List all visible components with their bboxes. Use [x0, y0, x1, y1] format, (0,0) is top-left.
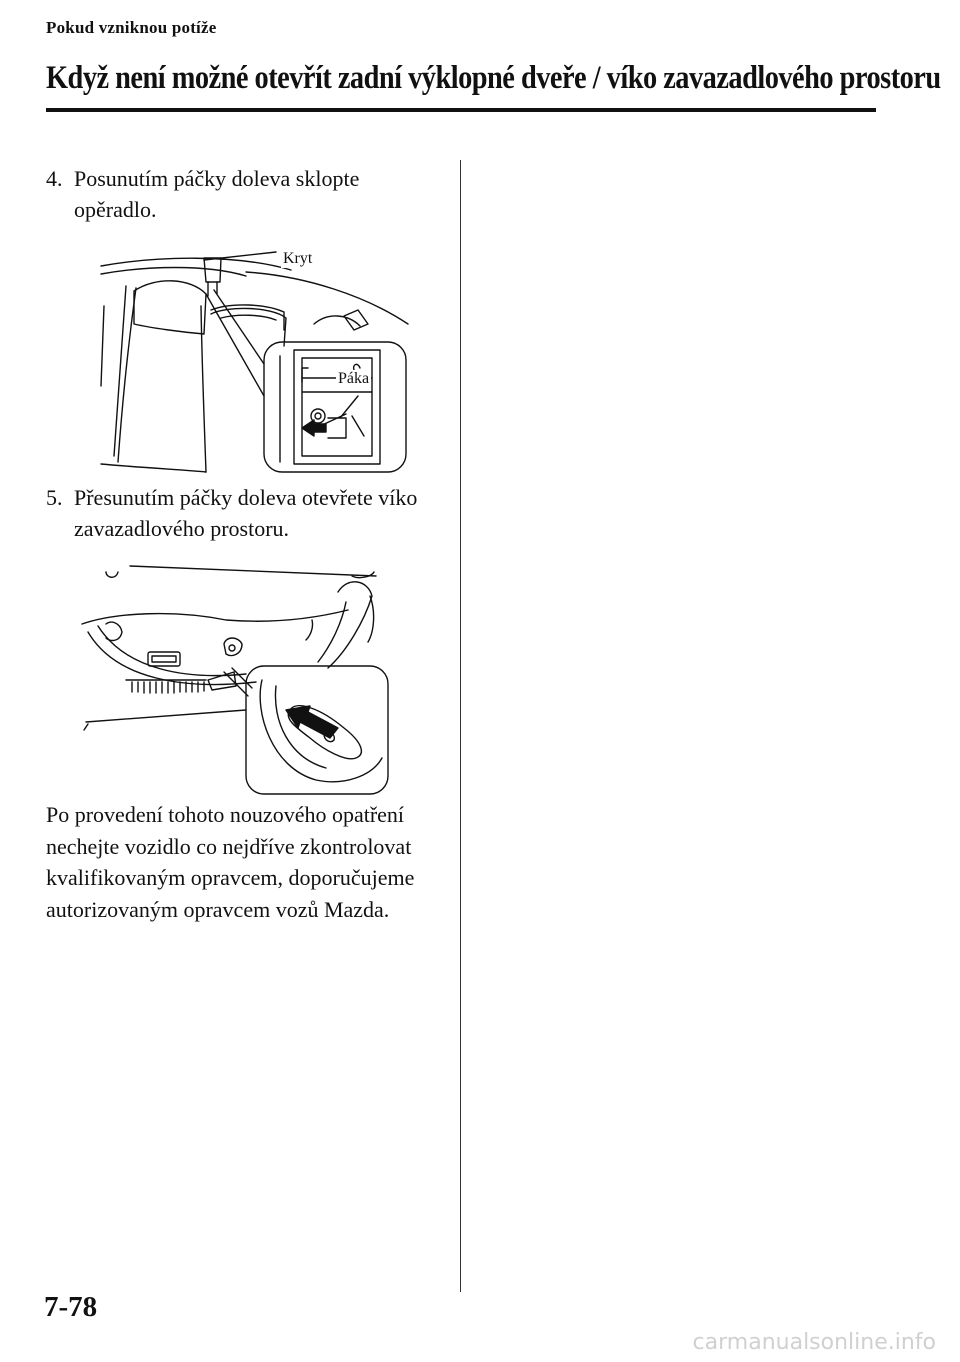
- closing-paragraph: Po provedení tohoto nouzového opatření nechejte vozidlo co nejdříve zkontrolovat kvalifikovaným opravcem, doporučujeme autorizovaným opravcem vozů Mazda.: [46, 802, 415, 922]
- step-4: [46, 163, 446, 225]
- watermark: carmanualsonline.info: [692, 1330, 936, 1355]
- column-divider: [460, 160, 461, 1292]
- seatback-lever-illustration: [96, 246, 411, 476]
- step-text: Přesunutím páčky doleva otevřete víko zavazadlového prostoru.: [74, 485, 418, 541]
- step-text: Posunutím páčky doleva sklopte opěradlo.: [74, 166, 360, 222]
- label-lever: Páka: [338, 370, 370, 387]
- title-rule: [46, 108, 876, 112]
- label-cover: Kryt: [283, 250, 313, 267]
- step-5: [46, 482, 446, 544]
- page-title: Když není možné otevřít zadní výklopné dveře / víko zavazadlového prostoru: [46, 60, 941, 96]
- step-number: 5.: [46, 485, 63, 510]
- step-number: 4.: [46, 166, 63, 191]
- section-label: Pokud vzniknou potíže: [46, 18, 217, 37]
- trunk-lid-lever-illustration: [76, 562, 396, 797]
- page-number: 7-78: [44, 1291, 98, 1323]
